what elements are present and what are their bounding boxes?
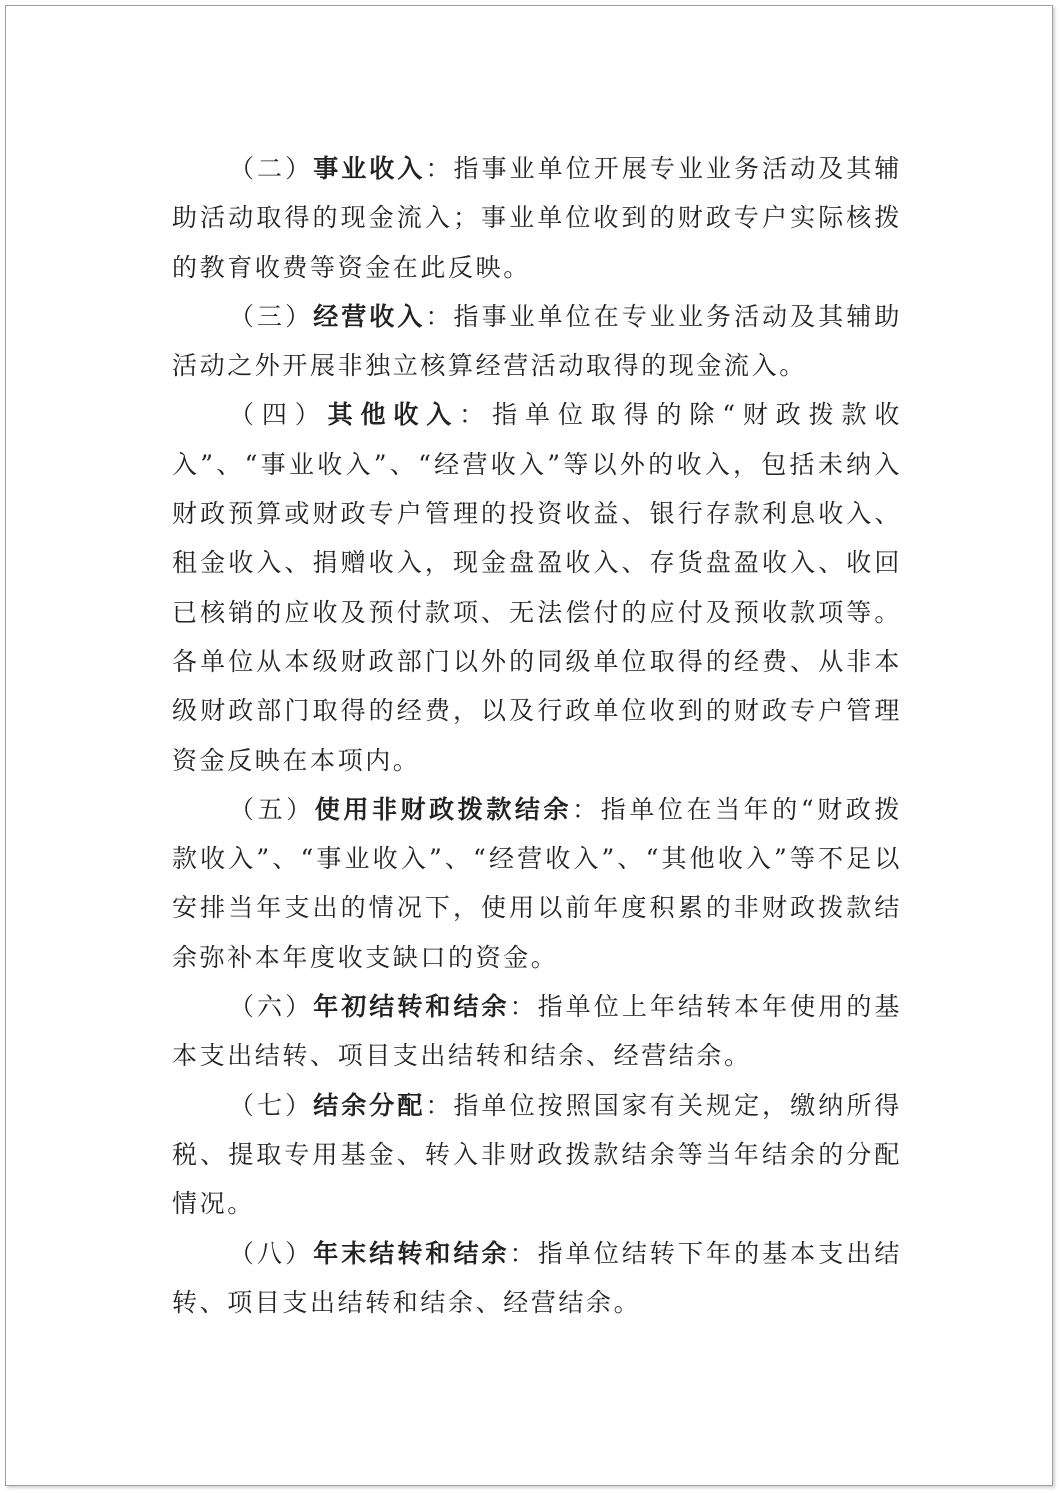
paragraph-surplus-distribution xyxy=(172,1081,902,1229)
item-number: （三） xyxy=(229,301,314,331)
item-number: （七） xyxy=(229,1090,314,1120)
definition-text: 指事业单位开展专业业务活动及其辅助活动取得的现金流入；事业单位收到的财政专户实际核拨的教育收费等资金在此反映。 xyxy=(172,154,902,282)
term-colon: ： xyxy=(425,301,454,331)
term-label: 经营收入 xyxy=(313,301,426,331)
item-number: （六） xyxy=(229,992,314,1022)
term-colon: ： xyxy=(425,1090,454,1120)
term-label: 年初结转和结余 xyxy=(313,992,510,1022)
paragraph-non-fiscal-surplus xyxy=(172,785,902,982)
paragraph-closing-balance xyxy=(172,1229,902,1328)
term-label: 事业收入 xyxy=(313,154,426,183)
document-body xyxy=(172,144,902,1327)
term-label: 其他收入 xyxy=(327,400,460,430)
paragraph-operating-income xyxy=(172,292,902,391)
item-number: （二） xyxy=(229,154,314,183)
item-number: （四） xyxy=(229,400,328,430)
term-label: 使用非财政拨款结余 xyxy=(314,794,573,824)
paragraph-other-income xyxy=(172,390,902,784)
definition-text: 指单位按照国家有关规定，缴纳所得税、提取专用基金、转入非财政拨款结余等当年结余的分配情况。 xyxy=(172,1090,902,1219)
document-page xyxy=(5,5,1053,1486)
term-colon: ： xyxy=(572,794,601,824)
term-colon: ： xyxy=(459,400,493,430)
term-colon: ： xyxy=(509,992,538,1022)
definition-text: 指单位上年结转本年使用的基本支出结转、项目支出结转和结余、经营结余。 xyxy=(172,992,902,1071)
term-label: 年末结转和结余 xyxy=(313,1238,510,1268)
definition-text: 指单位在当年的“财政拨款收入”、“事业收入”、“经营收入”、“其他收入”等不足以安排当年支出的情况下，使用以前年度积累的非财政拨款结余弥补本年度收支缺口的资金。 xyxy=(172,794,902,972)
item-number: （五） xyxy=(229,794,315,824)
term-colon: ： xyxy=(425,154,454,183)
definition-text: 指事业单位在专业业务活动及其辅助活动之外开展非独立核算经营活动取得的现金流入。 xyxy=(172,301,902,381)
term-label: 结余分配 xyxy=(313,1090,426,1120)
term-colon: ： xyxy=(509,1238,538,1268)
definition-text: 指单位取得的除“财政拨款收入”、“事业收入”、“经营收入”等以外的收入，包括未纳入财政预算或财政专户管理的投资收益、银行存款利息收入、租金收入、捐赠收入，现金盘盈收入、存货盘盈收入、收回已核销的应收及预付款项、无法偿付的应付及预收款项等。各单位从本级财政部门以外的同级单位取得的经费、从非本级财政部门取得的经费，以及行政单位收到的财政专户管理资金反映在本项内。 xyxy=(172,400,902,775)
paragraph-business-income xyxy=(172,144,902,292)
paragraph-opening-balance xyxy=(172,982,902,1081)
item-number: （八） xyxy=(229,1238,314,1268)
definition-text: 指单位结转下年的基本支出结转、项目支出结转和结余、经营结余。 xyxy=(172,1238,902,1317)
